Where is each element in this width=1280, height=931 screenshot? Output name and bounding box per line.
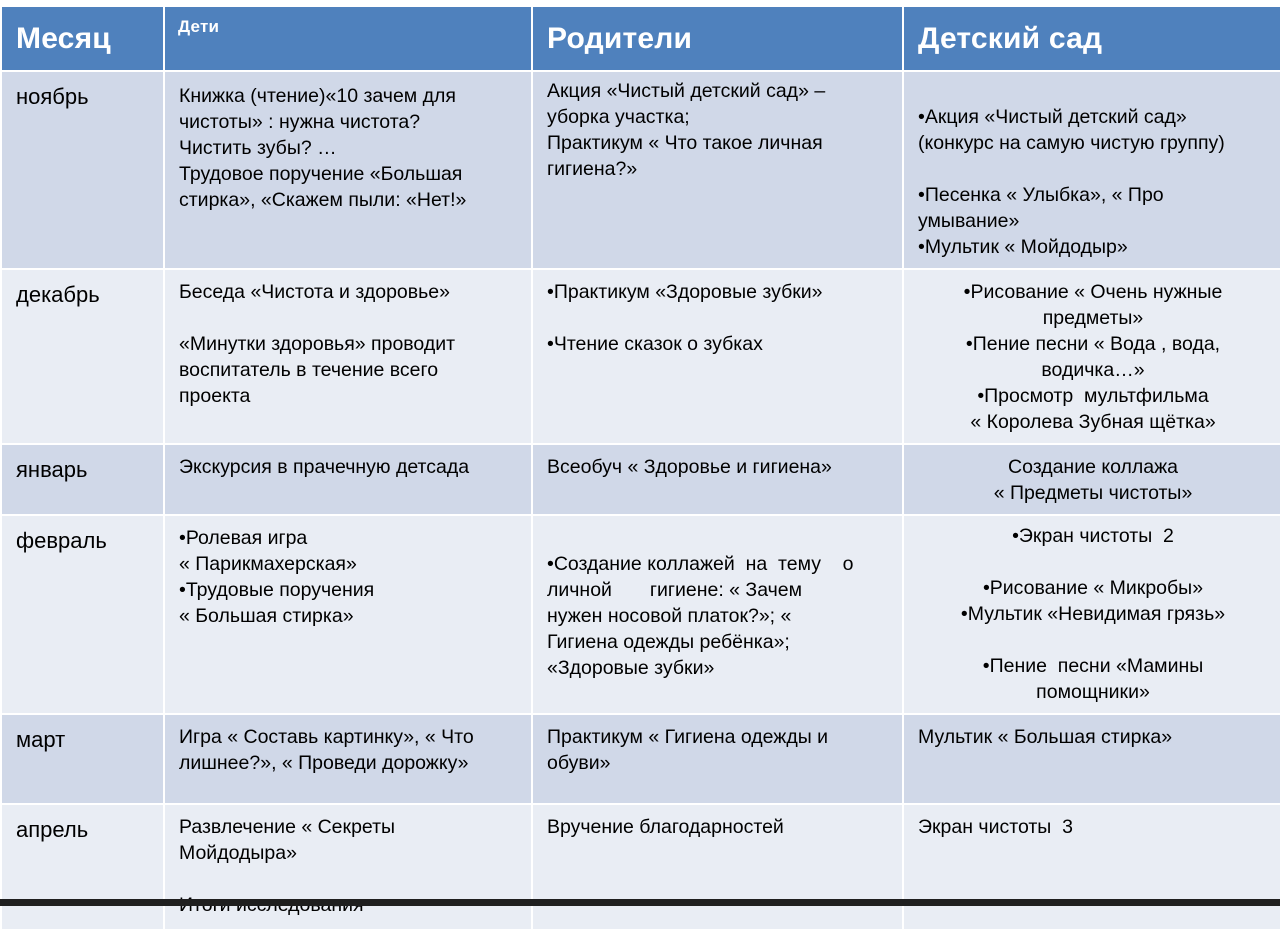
cell-line: умывание» bbox=[918, 210, 1020, 232]
cell-line: Практикум « Гигиена одежды и bbox=[547, 726, 829, 748]
children-cell bbox=[164, 515, 532, 714]
cell-line bbox=[918, 627, 1268, 653]
cell-line: Беседа «Чистота и здоровье» bbox=[179, 281, 450, 303]
cell-line: Чистить зубы? … bbox=[179, 137, 337, 159]
cell-line: •Просмотр мультфильма bbox=[977, 385, 1209, 407]
cell-line bbox=[179, 866, 519, 892]
bottom-border bbox=[0, 899, 1280, 906]
children-cell bbox=[164, 444, 532, 515]
cell-line bbox=[179, 305, 519, 331]
cell-line: « Большая стирка» bbox=[179, 605, 354, 627]
cell-line: Экскурсия в прачечную детсада bbox=[179, 456, 470, 478]
header-kindergarten: Детский сад bbox=[903, 6, 1280, 71]
parents-cell bbox=[532, 804, 903, 930]
cell-line: гигиена?» bbox=[547, 158, 638, 180]
header-parents: Родители bbox=[532, 6, 903, 71]
cell-line: Развлечение « Секреты bbox=[179, 816, 396, 838]
parents-cell bbox=[532, 71, 903, 269]
cell-line bbox=[918, 549, 1268, 575]
cell-line: нужен носовой платок?»; « bbox=[547, 605, 792, 627]
cell-line: « Королева Зубная щётка» bbox=[970, 411, 1216, 433]
cell-line: Мойдодыра» bbox=[179, 842, 297, 864]
cell-line: «Здоровые зубки» bbox=[547, 657, 715, 679]
cell-line: личной гигиене: « Зачем bbox=[547, 579, 803, 601]
month-cell: декабрь bbox=[1, 269, 164, 444]
cell-line: лишнее?», « Проведи дорожку» bbox=[179, 752, 469, 774]
cell-line: воспитатель в течение всего bbox=[179, 359, 439, 381]
parents-cell bbox=[532, 444, 903, 515]
cell-line: •Создание коллажей на тему о bbox=[547, 553, 854, 575]
cell-line: •Пение песни « Вода , вода, bbox=[965, 333, 1221, 355]
cell-line: Книжка (чтение)«10 зачем для bbox=[179, 85, 456, 107]
kindergarten-cell bbox=[903, 515, 1280, 714]
cell-line: помощники» bbox=[1036, 681, 1150, 703]
cell-line: •Практикум «Здоровые зубки» bbox=[547, 281, 823, 303]
month-cell: апрель bbox=[1, 804, 164, 930]
cell-line bbox=[918, 156, 1268, 182]
header-month: Месяц bbox=[1, 6, 164, 71]
month-cell: март bbox=[1, 714, 164, 804]
cell-line: •Ролевая игра bbox=[179, 527, 308, 549]
cell-line: водичка…» bbox=[1041, 359, 1145, 381]
cell-line: Всеобуч « Здоровье и гигиена» bbox=[547, 456, 832, 478]
cell-line: •Мультик «Невидимая грязь» bbox=[960, 603, 1226, 625]
cell-line: Вручение благодарностей bbox=[547, 816, 784, 838]
table-row bbox=[1, 444, 1280, 515]
cell-line: уборка участка; bbox=[547, 106, 690, 128]
header-children: Дети bbox=[164, 6, 532, 71]
cell-line: проекта bbox=[179, 385, 251, 407]
children-cell bbox=[164, 269, 532, 444]
project-plan-table bbox=[0, 5, 1280, 931]
cell-line: Практикум « Что такое личная bbox=[547, 132, 823, 154]
cell-line: « Предметы чистоты» bbox=[993, 482, 1193, 504]
parents-cell bbox=[532, 515, 903, 714]
table-row bbox=[1, 269, 1280, 444]
cell-line: предметы» bbox=[1042, 307, 1144, 329]
cell-line bbox=[547, 305, 890, 331]
cell-line bbox=[547, 525, 890, 551]
cell-line: •Рисование « Микробы» bbox=[982, 577, 1204, 599]
cell-line: •Экран чистоты 2 bbox=[1012, 525, 1174, 547]
kindergarten-cell bbox=[903, 71, 1280, 269]
cell-line: •Акция «Чистый детский сад» bbox=[918, 106, 1187, 128]
table-header-row bbox=[1, 6, 1280, 71]
month-cell: январь bbox=[1, 444, 164, 515]
cell-line: Игра « Составь картинку», « Что bbox=[179, 726, 474, 748]
cell-line: стирка», «Скажем пыли: «Нет!» bbox=[179, 189, 467, 211]
cell-line: •Пение песни «Мамины bbox=[982, 655, 1204, 677]
kindergarten-cell bbox=[903, 269, 1280, 444]
children-cell bbox=[164, 804, 532, 930]
kindergarten-cell bbox=[903, 444, 1280, 515]
cell-line: Акция «Чистый детский сад» – bbox=[547, 80, 826, 102]
kindergarten-cell bbox=[903, 804, 1280, 930]
kindergarten-cell bbox=[903, 714, 1280, 804]
month-cell: ноябрь bbox=[1, 71, 164, 269]
cell-line: •Мультик « Мойдодыр» bbox=[918, 236, 1128, 258]
cell-line: •Песенка « Улыбка», « Про bbox=[918, 184, 1164, 206]
table-row bbox=[1, 515, 1280, 714]
cell-line: (конкурс на самую чистую группу) bbox=[918, 132, 1225, 154]
parents-cell bbox=[532, 269, 903, 444]
month-cell: февраль bbox=[1, 515, 164, 714]
parents-cell bbox=[532, 714, 903, 804]
cell-line: Экран чистоты 3 bbox=[918, 816, 1073, 838]
cell-line: чистоты» : нужна чистота? bbox=[179, 111, 421, 133]
children-cell bbox=[164, 714, 532, 804]
cell-line: обуви» bbox=[547, 752, 611, 774]
cell-line: Мультик « Большая стирка» bbox=[918, 726, 1173, 748]
cell-line: «Минутки здоровья» проводит bbox=[179, 333, 456, 355]
cell-line: Трудовое поручение «Большая bbox=[179, 163, 463, 185]
table-row bbox=[1, 714, 1280, 804]
table-row bbox=[1, 71, 1280, 269]
cell-line: •Трудовые поручения bbox=[179, 579, 375, 601]
cell-line: Создание коллажа bbox=[1007, 456, 1179, 478]
table-row bbox=[1, 804, 1280, 930]
children-cell bbox=[164, 71, 532, 269]
cell-line: « Парикмахерская» bbox=[179, 553, 357, 575]
cell-line: •Чтение сказок о зубках bbox=[547, 333, 763, 355]
cell-line bbox=[918, 78, 1268, 104]
cell-line: •Рисование « Очень нужные bbox=[963, 281, 1223, 303]
cell-line: Гигиена одежды ребёнка»; bbox=[547, 631, 790, 653]
